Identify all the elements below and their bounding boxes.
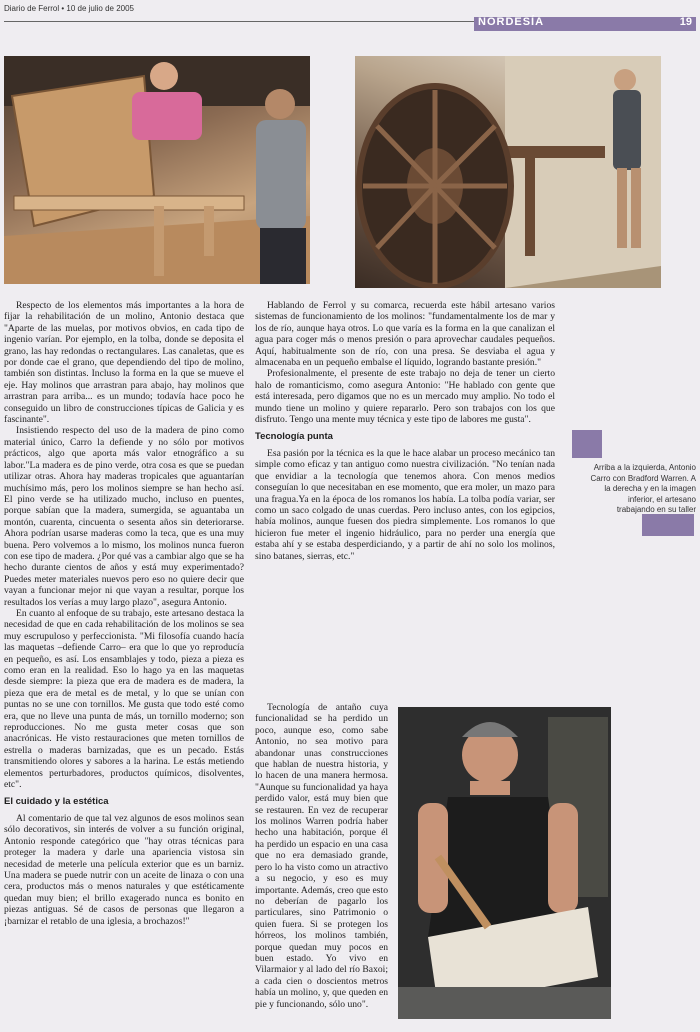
header-dateline: Diario de Ferrol • 10 de julio de 2005 — [4, 4, 134, 13]
paragraph: En cuanto al enfoque de su trabajo, este artesano destaca la necesidad de que en cada rehabilitación de los molinos se sea muy escrupuloso y perfeccionista. "Mi filosofía cuando hacía las maquetas –defiende Carro– era que lo que yo reproducía en pequeño, es así. Los ensamblajes y todo, pieza a pieza es como eran en la realidad. Eso lo hago ya en las maquetas desde siempre: la pieza que era de madera es de madera, la pieza que era de metal es de metal, y lo que se unían con puntas no se une con tornillos. Me gusta que todo esté como era, que no lleve una punta de más, un tornillo moderno; son reproducciones. No me gusta meter cosas que son anacrónicas. He visto restauraciones que meten tornillos de estrella o maderas barnizadas, que es un pecado. Estás transmitiendo olores y sabores a la harina. Le estás metiendo elementos perturbadores, productos químicos, disolventes, etc". — [4, 607, 244, 791]
subheading: El cuidado y la estética — [4, 796, 109, 808]
photo-two-men-with-mill-model — [4, 56, 310, 284]
page-number: 19 — [679, 16, 692, 28]
paragraph: Profesionalmente, el presente de este trabajo no deja de tener un cierto halo de romanticismo, como asegura Antonio: "He hablado con gente que está interesada, pero digamos que no es un mercado muy amplio. No todo el mundo tiene un molino y quiere repararlo. Pero son trabajos con los que disfruto. Tengo una mente muy técnica y este tipo de labores me gusta". — [255, 368, 555, 426]
article-column-1 — [4, 300, 244, 1028]
subheading: Tecnología punta — [255, 431, 333, 443]
paragraph: Tecnología de antaño cuya funcionalidad se ha perdido un poco, aunque eso, como sabe Antonio, no sea motivo para abandonar unas construcciones que hablan de nuestra historia, y lo hacen de una manera hermosa. "Aunque su funcionalidad ya haya perdido valor, está muy bien que se restauren. En vez de recuperar los molinos Warren podría haber hecho una habitación, porque él ha perdido un espacio en una casa que no era demasiado grande, pero lo ha visto como un atractivo a su negocio, y eso es muy importante. Además, creo que esto no deberían de pagarlo los particulares, sino Patrimonio o quien fuera. Si se protegen los hórreos, los molinos también, porque quedan muy pocos en buen estado. Yo vivo en Vilarmaior y al lado del río Baxoi; a cada cien o doscientos metros había un molino, y, que queden en pie y funcionando, sólo uno". — [255, 702, 388, 1010]
paragraph: Respecto de los elementos más importantes a la hora de fijar la rehabilitación de un molino, Antonio destaca que "Aparte de las muelas, por motivos obvios, en cada tipo de ingenio varían. Por ejemplo, en la tolba, donde se deposita el grano, las hay redondas o rectangulares. Las canaletas, que es por donde cae el grano, que dependiendo del tipo de molino, también son distintas. Incluso la forma en la que se mueve el eje. Hay molinos que arrastran para abajo, hay molinos que arrastran para arriba... es un mundo; todavía hace poco he conseguido un libro de construcciones típicas de Galicia y es fascinante". — [4, 300, 244, 426]
paragraph: Insistiendo respecto del uso de la madera de pino como material único, Carro la defiende y no sólo por motivos prácticos, algo que aporta más valor etnográfico a su labor."La madera es de pino verde, otra cosa es que se puedan utilizar otras. Ahora hay maderas tropicales que aguantarían muchísimo más, pero los molinos siempre se han hecho así. El pino verde se ha utilizado mucho, incluso en puentes, porque sabían que la madera, sumergida, se aguantaba un montón, cuarenta, cincuenta o sesenta años sin deteriorarse. Ahora podrían usarse maderas como la teca, que es una muy buena. Pero volvemos a lo mismo, los molinos nunca fueron con ese tipo de madera. ¿Por qué vas a cambiar algo que se ha hecho durante cientos de años y está muy experimentado? Puedes meter materiales nuevos pero eso no quiere decir que vayan a funcionar mejor ni que vayan a resultar, porque los resultados los verías a muy largo plazo", asegura Antonio. — [4, 425, 244, 608]
section-title: NORDESÍA — [478, 16, 545, 28]
caption-accent-bar — [642, 514, 694, 536]
header-rule — [4, 21, 474, 22]
paragraph: Esa pasión por la técnica es la que le hace alabar un proceso mecánico tan simple como eficaz y tan antiguo como nuestra civilización. "No tenían nada que envidiar a la tecnología que tenemos ahora. Con menos medios conseguían lo que necesitaban en ese momento, que era moler, un mazo para una fragua.Ya en la época de los romanos los había. La tolba podía variar, ser como un saco colgado de unas cuerdas. Pero incluso antes, con los egipcios, había molinos, aunque fuesen dos piedra simplemente. Los romanos lo que hicieron fue meter el ingenio hidráulico, para no perder una energía que estaba ahí y se estaba desperdiciando, y a partir de ahí no solo los molinos, sino batanes, sierras, etc." — [255, 447, 555, 562]
paragraph: Hablando de Ferrol y su comarca, recuerda este hábil artesano varios sistemas de funcionamiento de los molinos: "fundamentalmente los de mar y los de río, aunque haya otros. Lo que varía es la forma en la que canalizan el agua para coger más o menos presión o para aprovechar caudales pequeños. Aquí, habitualmente son de río, con una presa. Se desviaba el agua y almacenaba en un pequeño embalse el líquido, logrando bastante presión." — [255, 300, 555, 369]
paragraph: Al comentario de que tal vez algunos de esos molinos sean sólo decorativos, sin interés de volver a su función original, Antonio responde categórico que "hay otras técnicas para proteger la madera y darle una apariencia vistosa sin necesidad de meterle una película exterior que es un barniz. Una madera se puede nutrir con un aceite de linaza o con una cera, productos más o menos naturales y que estéticamente quedan muy bien; el brillo exagerado nunca es bonito en piezas antiguas. Sé de casos de personas que llegaron a ¡barnizar el retablo de una iglesia, a brochazos!" — [4, 812, 244, 927]
article-column-3 — [255, 702, 388, 1028]
photo-old-mill-wheel-workshop — [355, 56, 661, 288]
caption-accent-square — [572, 430, 602, 458]
photo-caption: Arriba a la izquierda, Antonio Carro con Bradford Warren. A la derecha y en la imagen inferior, el artesano trabajando en su taller — [590, 463, 696, 514]
photo-artisan-carving-wood — [398, 707, 611, 1019]
article-column-2 — [255, 300, 555, 702]
